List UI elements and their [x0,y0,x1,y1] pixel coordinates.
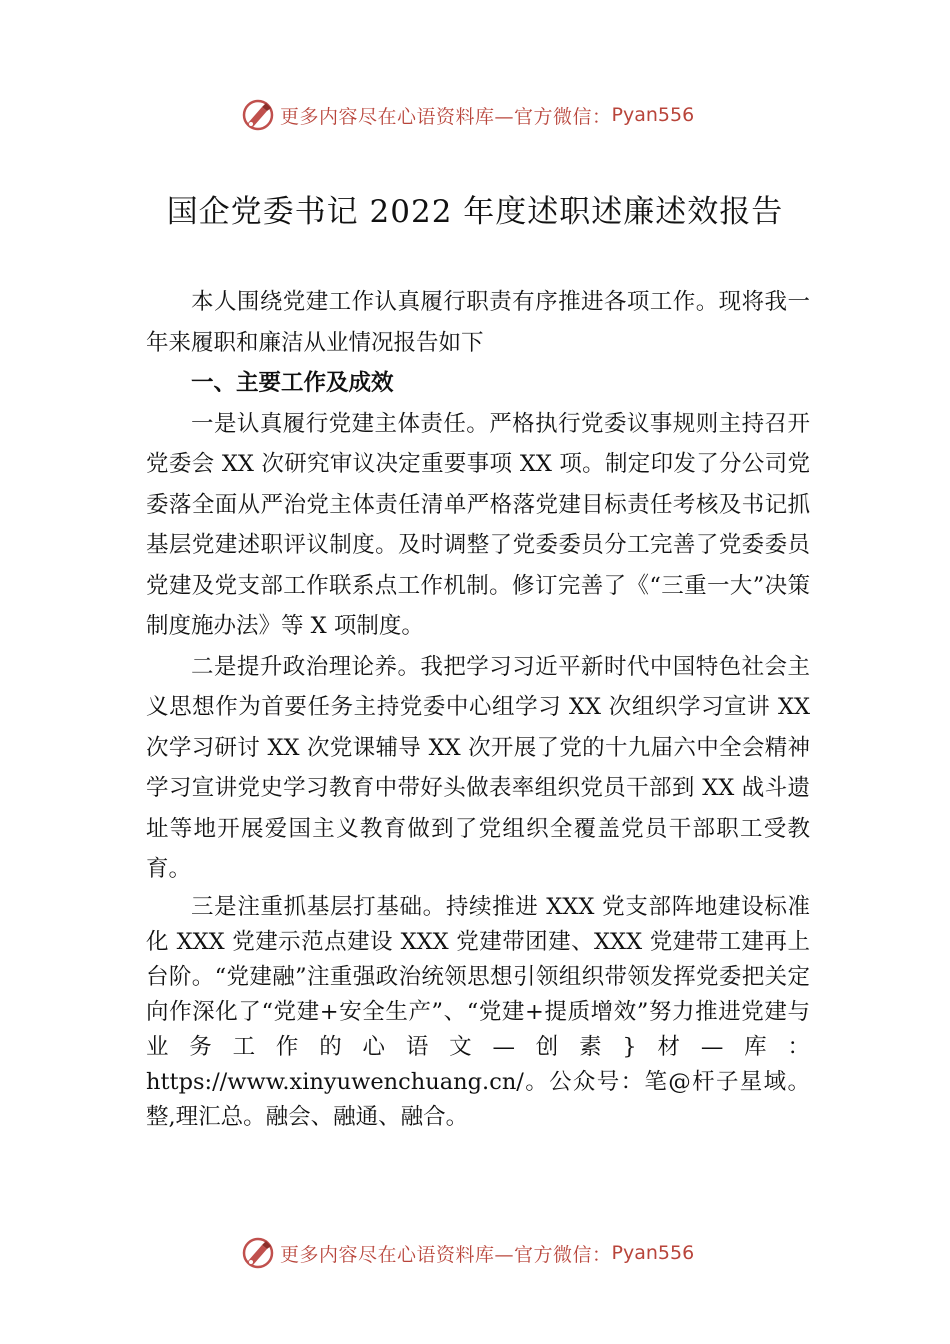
pen-nib-seal-icon [240,97,276,133]
paragraph-2: 二是提升政治理论养。我把学习习近平新时代中国特色社会主义思想作为首要任务主持党委中心组学习 XX 次组织学习宣讲 XX 次学习研讨 XX 次党课辅导 XX 次开展了党的十九届六中全会精神学习宣讲党史学习教育中带好头做表率组织党员干部到 XX 战斗遗址等地开展爱国主义教育做到了党组织全覆盖党员干部职工受教育。 [146,653,810,882]
section-heading: 一、主要工作及成效 [191,370,394,396]
banner-wechat-id: Pyan556 [611,104,695,126]
paragraph-3: 三是注重抓基层打基础。持续推进 XXX 党支部阵地建设标准化 XXX 党建示范点建设 XXX 党建带团建、XXX 党建带工建再上台阶。“党建融”注重强政治统领思想引领组织带领发挥党委把关定向作深化了“党建+安全生产”、“党建+提质增效”努力推进党建与业务工作的心语文—创素}材—库：https://www.xinyuwenchuang.cn/。公众号：笔@杆子星域。整,理汇总。融会、融通、融合。 [146,893,810,1130]
pen-nib-seal-icon [240,1235,276,1271]
document-title: 国企党委书记 2022 年度述职述廉述效报告 [166,194,784,230]
footer-watermark-banner [240,1233,694,1273]
banner-text: 更多内容尽在心语资料库—官方微信： [280,1243,612,1266]
paragraph-1: 一是认真履行党建主体责任。严格执行党委议事规则主持召开党委会 XX 次研究审议决定重要事项 XX 项。制定印发了分公司党委落全面从严治党主体责任清单严格落党建目标责任考核及书记抓基层党建述职评议制度。及时调整了党委委员分工完善了党委委员党建及党支部工作联系点工作机制。修订完善了《“三重一大”决策制度施办法》等 X 项制度。 [146,410,810,639]
intro-paragraph: 本人围绕党建工作认真履行职责有序推进各项工作。现将我一年来履职和廉洁从业情况报告如下 [146,289,810,356]
banner-text: 更多内容尽在心语资料库—官方微信： [280,105,612,128]
document-body [146,282,810,1135]
header-watermark-banner [240,95,694,135]
banner-wechat-id: Pyan556 [611,1242,695,1264]
